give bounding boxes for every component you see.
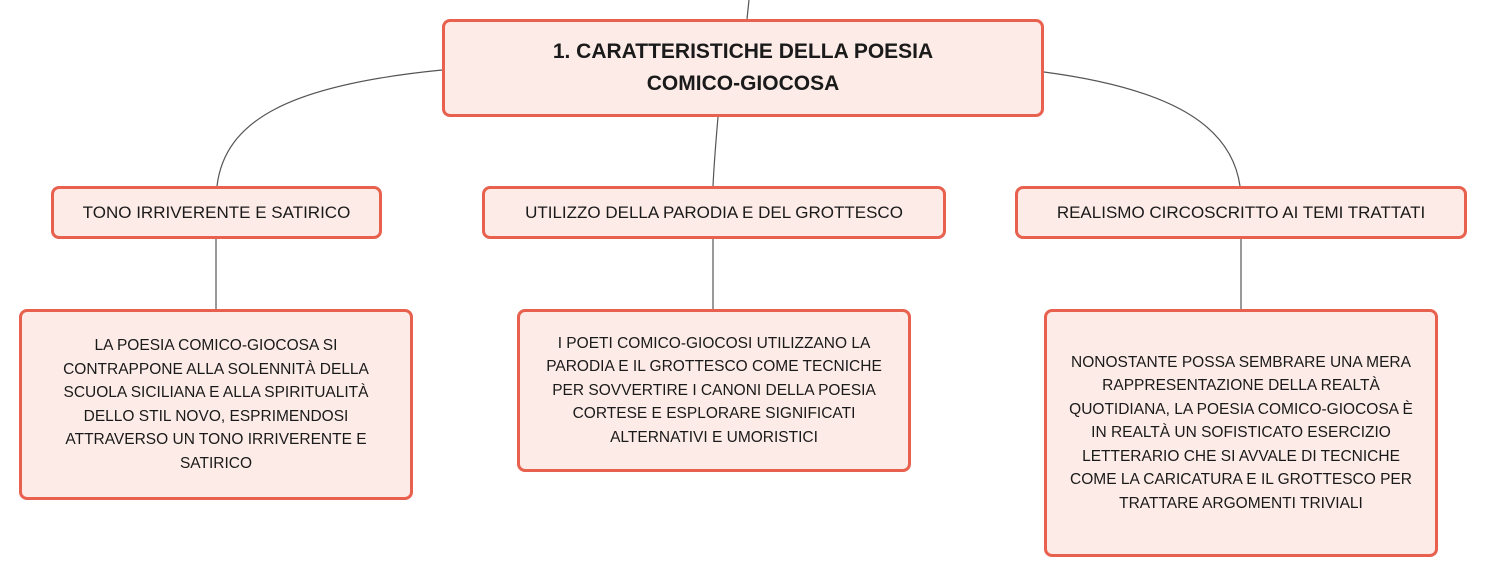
branch-node-realismo[interactable] [1015,186,1467,239]
branch-label-tono: TONO IRRIVERENTE E SATIRICO [82,202,351,222]
connector-parent-to-root [747,0,749,19]
branch-node-tono[interactable] [51,186,382,239]
detail-node-realismo[interactable] [1044,309,1438,557]
connector-root-to-branch-1 [217,70,442,186]
detail-node-tono[interactable] [19,309,413,500]
branch-label-realismo: REALISMO CIRCOSCRITTO AI TEMI TRATTATI [1056,202,1426,222]
connector-root-to-branch-3 [1044,72,1240,186]
root-topic-node[interactable] [442,19,1044,117]
branch-label-parodia: UTILIZZO DELLA PARODIA E DEL GROTTESCO [525,202,903,222]
detail-text-parodia: I POETI COMICO-GIOCOSI UTILIZZANO LA PARODIA E IL GROTTESCO COME TECNICHE PER SOVVERTIRE I CANONI DELLA POESIA CORTESE E ESPLORARE SIGNIFICATI ALTERNATIVI E UMORISTICI [546,334,882,446]
connector-root-to-branch-2 [713,117,718,186]
detail-text-tono: LA POESIA COMICO-GIOCOSA SI CONTRAPPONE ALLA SOLENNITÀ DELLA SCUOLA SICILIANA E ALLA SPIRITUALITÀ DELLO STIL NOVO, ESPRIMENDOSI ATTRAVERSO UN TONO IRRIVERENTE E SATIRICO [63,337,369,472]
branch-node-parodia[interactable] [482,186,946,239]
detail-text-realismo: NONOSTANTE POSSA SEMBRARE UNA MERA RAPPRESENTAZIONE DELLA REALTÀ QUOTIDIANA, LA POESIA COMICO-GIOCOSA È IN REALTÀ UN SOFISTICATO ESERCIZIO LETTERARIO CHE SI AVVALE DI TECNICHE COME LA CARICATURA E IL GROTTESCO PER TRATTARE ARGOMENTI TRIVIALI [1069,353,1413,512]
root-topic-label: 1. CARATTERISTICHE DELLA POESIA COMICO-GIOCOSA [552,40,934,95]
detail-node-parodia[interactable] [517,309,911,472]
